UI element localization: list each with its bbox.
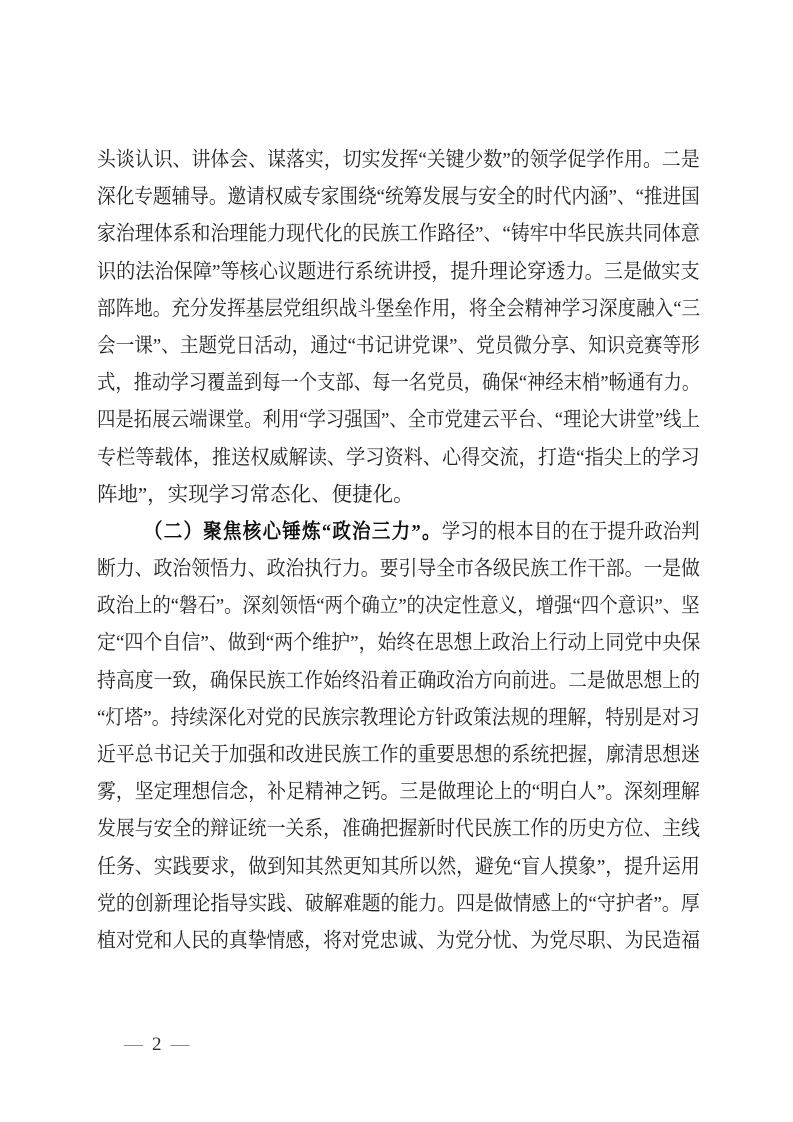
page-number-dash-right: — [170,1034,190,1055]
text-line-content [97,663,700,700]
text-line [97,477,700,514]
text-line-content [97,737,700,774]
text-line [97,886,700,923]
text-line [97,514,700,551]
text-line [97,179,700,216]
page-number [124,1033,190,1056]
text-line-content [97,477,414,514]
text-line [97,440,700,477]
text-line-content [97,328,700,365]
text-line-content [144,514,700,551]
body-text: 断力、政治领悟力、政治执行力。要引导全市各级民族工作干部。一是做 [97,558,700,581]
body-text: 近平总书记关于加强和改进民族工作的重要思想的系统把握，廓清思想迷 [97,744,700,766]
text-line [97,551,700,588]
body-text: 雾，坚定理想信念，补足精神之钙。三是做理论上的“明白人”。深刻理解 [97,781,700,804]
body-text: 深化专题辅导。邀请权威专家围绕“统筹发展与安全的时代内涵”、“推进国 [97,186,700,209]
text-line-content [97,811,700,848]
text-line-content [97,700,700,737]
body-text: “灯塔”。持续深化对党的民族宗教理论方针政策法规的理解，特别是对习 [97,706,700,729]
text-line-content [97,886,700,923]
text-line [97,328,700,365]
text-block [97,142,700,960]
text-line-content [97,588,700,625]
text-line-content [97,402,700,439]
text-line [97,142,700,179]
body-text: 识的法治保障”等核心议题进行系统讲授，提升理论穿透力。三是做实支 [97,260,700,283]
text-line-content [97,440,700,477]
body-text: 部阵地。充分发挥基层党组织战斗堡垒作用，将全会精神学习深度融入“三 [97,297,701,320]
text-line [97,737,700,774]
body-text: 任务、实践要求，做到知其然更知其所以然，避免“盲人摸象”，提升运用 [97,855,700,878]
text-line-content [97,551,700,588]
body-text: 持高度一致，确保民族工作始终沿着正确政治方向前进。二是做思想上的 [97,669,700,692]
body-text: 会一课”、主题党日活动，通过“书记讲党课”、党员微分享、知识竞赛等形 [97,334,700,357]
body-text: 政治上的“磐石”。深刻领悟“两个确立”的决定性意义，增强“四个意识”、坚 [97,595,700,618]
text-line-content [97,849,700,886]
text-line [97,849,700,886]
text-line [97,216,700,253]
body-text: 式，推动学习覆盖到每一个支部、每一名党员，确保“神经末梢”畅通有力。 [97,372,701,395]
text-line-content [97,365,700,402]
text-line [97,663,700,700]
text-line-content [97,923,700,960]
text-line [97,625,700,662]
body-text: 阵地”，实现学习常态化、便捷化。 [97,483,414,506]
body-text: 发展与安全的辩证统一关系，准确把握新时代民族工作的历史方位、主线 [97,818,700,841]
text-line-content [97,179,700,216]
section-heading-text: （二）聚焦核心锤炼“政治三力”。 [144,520,442,543]
text-line [97,588,700,625]
body-text: 四是拓展云端课堂。利用“学习强国”、全市党建云平台、“理论大讲堂”线上 [97,409,700,432]
text-line [97,291,700,328]
body-text: 植对党和人民的真挚情感，将对党忠诚、为党分忧、为党尽职、为民造福 [97,929,700,952]
body-text: 学习的根本目的在于提升政治判 [441,520,700,543]
text-line [97,774,700,811]
text-line [97,700,700,737]
text-line-content [97,142,700,179]
body-text: 专栏等载体，推送权威解读、学习资料、心得交流，打造“指尖上的学习 [97,446,700,469]
text-line-content [97,625,700,662]
page-number-value: 2 [152,1034,162,1055]
text-line [97,254,700,291]
text-line-content [97,254,700,291]
text-line [97,923,700,960]
text-line-content [97,216,700,253]
page-number-dash-left: — [124,1034,143,1055]
body-text: 头谈认识、讲体会、谋落实，切实发挥“关键少数”的领学促学作用。二是 [97,149,700,171]
body-text: 家治理体系和治理能力现代化的民族工作路径”、“铸牢中华民族共同体意 [97,223,700,246]
text-line [97,811,700,848]
text-line-content [97,774,700,811]
body-text: 定“四个自信”、做到“两个维护”，始终在思想上政治上行动上同党中央保 [97,632,701,655]
text-line-content [97,291,700,328]
text-line [97,402,700,439]
body-text: 党的创新理论指导实践、破解难题的能力。四是做情感上的“守护者”。厚 [97,892,700,915]
text-line [97,365,700,402]
